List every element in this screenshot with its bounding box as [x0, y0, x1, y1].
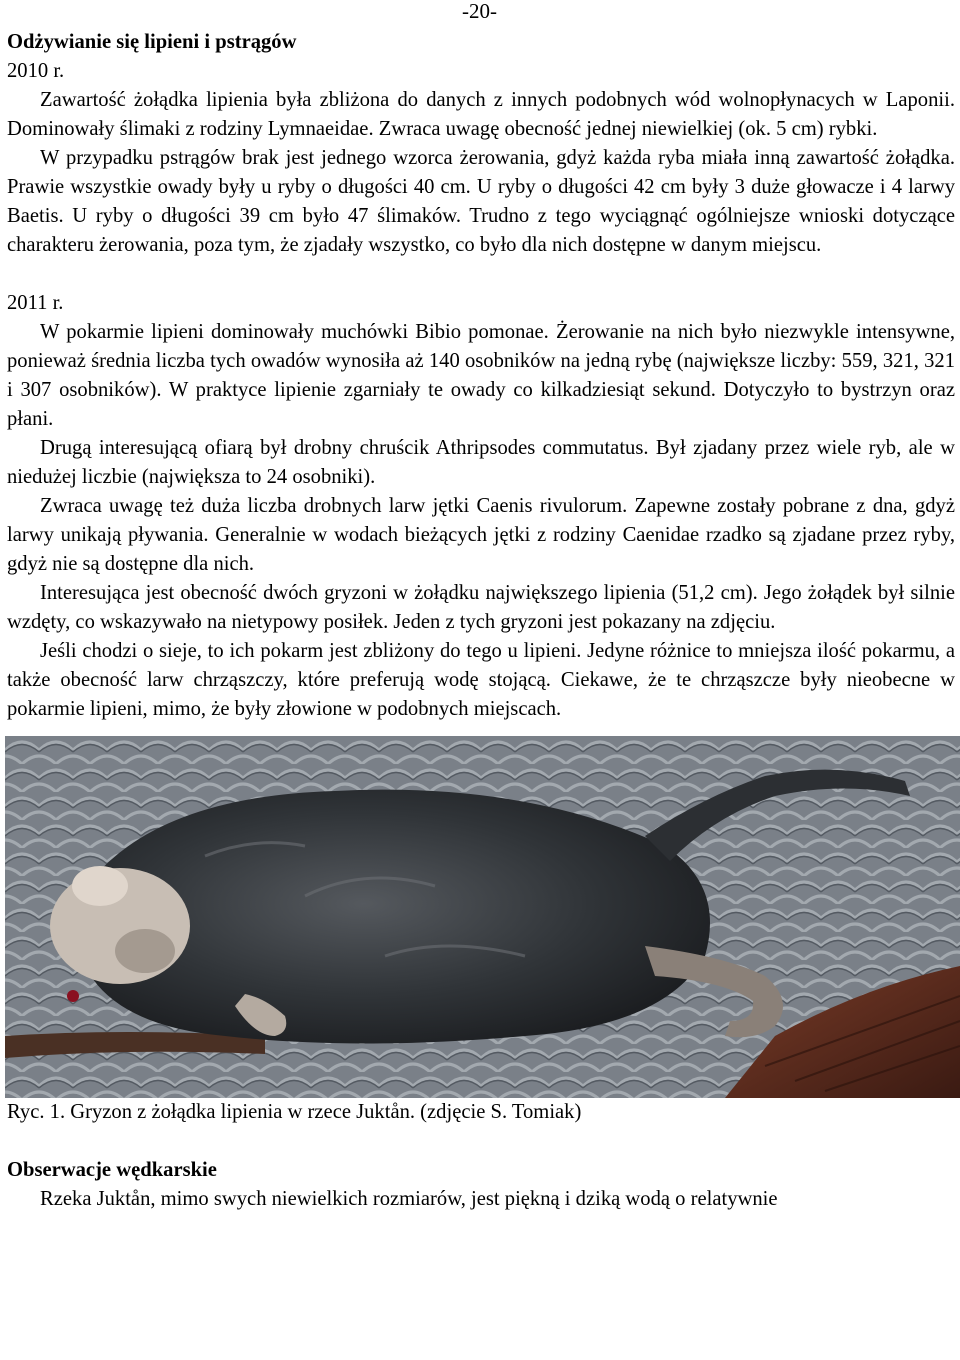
paragraph-rodents: Interesująca jest obecność dwóch gryzoni w żołądku największego lipienia (51,2 cm). Jego żołądek był silnie wzdęty, co wskazywało na nietypowy posiłek. Jeden z tych gryzoni jest pokazany na zdjęciu.: [7, 582, 955, 633]
section-title-feeding: Odżywianie się lipieni i pstrągów: [7, 31, 297, 53]
year-label-2010: 2010 r.: [7, 60, 65, 82]
paragraph-gap: [7, 1127, 955, 1156]
section-title-angling: Obserwacje wędkarskie: [7, 1159, 217, 1181]
paragraph-grayling-2010: Zawartość żołądka lipienia była zbliżona do danych z innych podobnych wód wolnopłynacych w Laponii. Dominowały ślimaki z rodziny Lymnaeidae. Zwraca uwagę obecność jednej niewielkiej (ok. 5 cm) rybki.: [7, 89, 955, 140]
paragraph-gap: [7, 260, 955, 289]
paragraph-juktan: Rzeka Juktån, mimo swych niewielkich rozmiarów, jest piękną i dziką wodą o relatywnie: [40, 1188, 778, 1210]
page-number: -20-: [462, 0, 497, 23]
document-body: [7, 28, 955, 1214]
figure-caption: Ryc. 1. Gryzon z żołądka lipienia w rzece Juktån. (zdjęcie S. Tomiak): [7, 1101, 582, 1123]
year-label-2011: 2011 r.: [7, 292, 64, 314]
rodent-photo: [5, 736, 960, 1098]
paragraph-whitefish: Jeśli chodzi o sieje, to ich pokarm jest zbliżony do tego u lipieni. Jedyne różnice to mniejsza ilość pokarmu, a także obecność larw chrząszczy, które preferują wodę stojącą. Ciekawe, że te chrząszcze były nieobecne w pokarmie lipieni, mimo, że były złowione w podobnych miejscach.: [7, 640, 955, 720]
paragraph-bibio: W pokarmie lipieni dominowały muchówki Bibio pomonae. Żerowanie na nich było niezwykle intensywne, ponieważ średnia liczba tych owadów wynosiła aż 140 osobników na jedną rybę (największe liczby: 559, 321, 321 i 307 osobników). W praktyce lipienie zgarniały te owady co kilkadziesiąt sekund. Dotyczyło to bystrzyn oraz płani.: [7, 321, 955, 430]
paragraph-athripsodes: Drugą interesującą ofiarą był drobny chruścik Athripsodes commutatus. Był zjadany przez wiele ryb, ale w niedużej liczbie (największa to 24 osobniki).: [7, 437, 955, 488]
paragraph-trout-2010: W przypadku pstrągów brak jest jednego wzorca żerowania, gdyż każda ryba miała inną zawartość żołądka. Prawie wszystkie owady były u ryby o długości 40 cm. U ryby o długości 42 cm były 3 duże głowacze i 4 larwy Baetis. U ryby o długości 39 cm było 47 ślimaków. Trudno z tego wyciągnąć ogólniejsze wnioski dotyczące charakteru żerowania, poza tym, że zjadały wszystko, co było dla nich dostępne w danym miejscu.: [7, 147, 955, 256]
paragraph-caenis: Zwraca uwagę też duża liczba drobnych larw jętki Caenis rivulorum. Zapewne zostały pobrane z dna, gdyż larwy unikają pływania. Generalnie w wodach bieżących jętki z rodziny Caenidae rzadko są zjadane przez ryby, gdyż nie są dostępne dla nich.: [7, 495, 955, 575]
